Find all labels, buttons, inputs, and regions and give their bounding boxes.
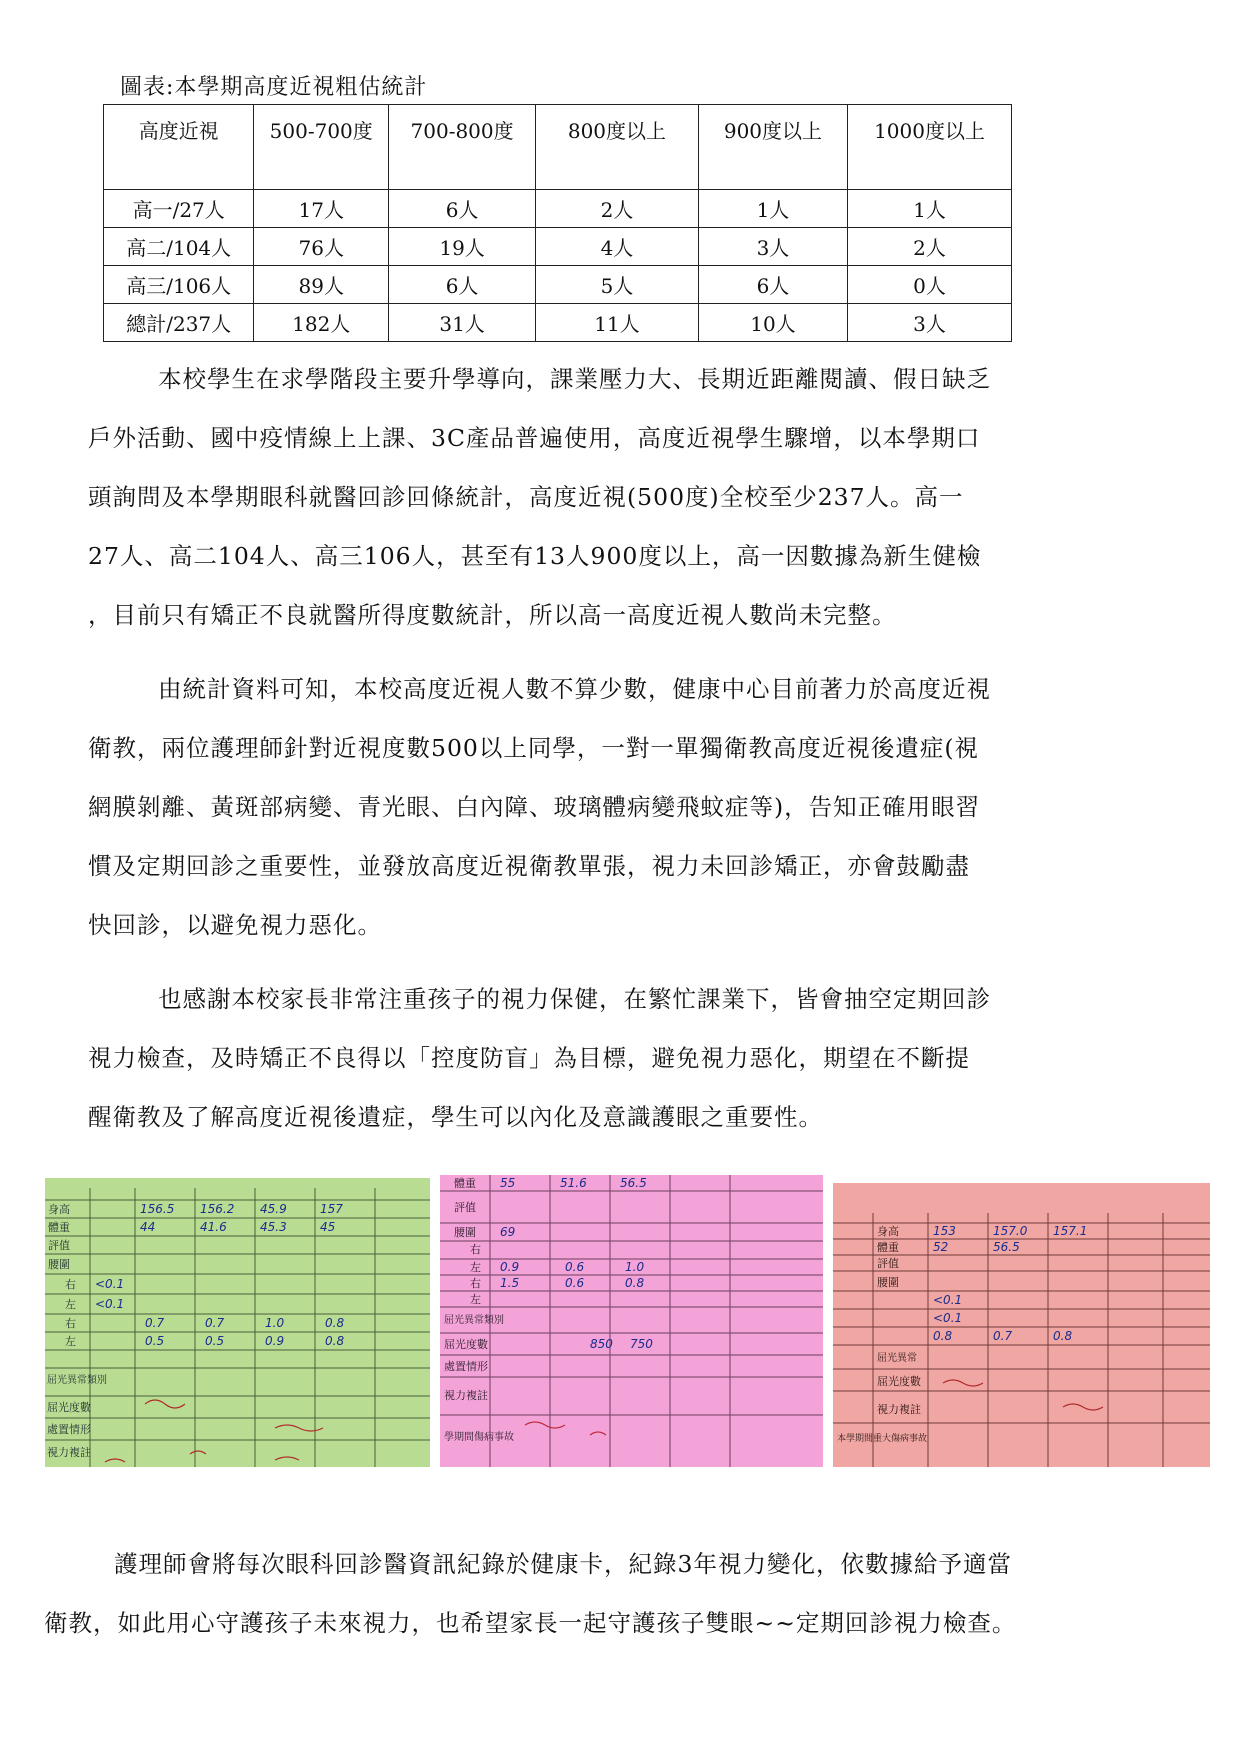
card-label: 屈光度數 bbox=[877, 1375, 921, 1388]
table-header-row bbox=[104, 105, 1012, 190]
card-label: 右 bbox=[65, 1278, 76, 1291]
handwritten-value: 1.0 bbox=[625, 1260, 645, 1274]
card-label: 屈光度數 bbox=[47, 1401, 91, 1414]
card-label: 體重 bbox=[48, 1221, 70, 1234]
card-label: 身高 bbox=[877, 1225, 899, 1238]
card-label: 屈光度數 bbox=[444, 1338, 488, 1351]
table-cell: 6人 bbox=[389, 266, 536, 304]
table-row bbox=[104, 228, 1012, 266]
handwritten-value: 0.8 bbox=[625, 1276, 645, 1290]
table-row bbox=[104, 190, 1012, 228]
handwritten-value: 0.9 bbox=[265, 1334, 285, 1348]
handwritten-value: 0.7 bbox=[205, 1316, 225, 1330]
handwritten-value: 0.8 bbox=[933, 1329, 953, 1343]
handwritten-value: 45 bbox=[320, 1220, 336, 1234]
health-card-photo-green bbox=[45, 1178, 430, 1467]
table-caption: 圖表:本學期高度近視粗估統計 bbox=[120, 75, 428, 100]
handwritten-value: 69 bbox=[500, 1225, 516, 1239]
header-cell: 高度近視 bbox=[104, 105, 254, 190]
myopia-stats-table bbox=[103, 104, 1012, 342]
paragraph-line: 本校學生在求學階段主要升學導向，課業壓力大、長期近距離閱讀、假日缺乏 bbox=[158, 365, 991, 393]
paragraph-line: ，目前只有矯正不良就醫所得度數統計，所以高一高度近視人數尚未完整。 bbox=[88, 601, 897, 629]
paragraph-line: 網膜剝離、黃斑部病變、青光眼、白內障、玻璃體病變飛蚊症等)，告知正確用眼習 bbox=[88, 793, 981, 821]
table-cell: 總計/237人 bbox=[104, 304, 254, 342]
handwritten-value: 0.5 bbox=[205, 1334, 225, 1348]
table-cell: 3人 bbox=[848, 304, 1012, 342]
handwritten-value: 52 bbox=[933, 1240, 949, 1254]
handwritten-value: 0.8 bbox=[325, 1334, 345, 1348]
handwritten-value: 41.6 bbox=[200, 1220, 227, 1234]
paragraph-line: 視力檢查，及時矯正不良得以「控度防盲」為目標，避免視力惡化，期望在不斷提 bbox=[88, 1044, 970, 1072]
handwritten-value: 0.6 bbox=[565, 1260, 585, 1274]
table-cell: 5人 bbox=[536, 266, 699, 304]
paragraph-line: 頭詢問及本學期眼科就醫回診回條統計，高度近視(500度)全校至少237人。高一 bbox=[88, 483, 964, 511]
handwritten-value: 750 bbox=[630, 1337, 653, 1351]
handwritten-value: 157 bbox=[320, 1202, 343, 1216]
paragraph-line: 也感謝本校家長非常注重孩子的視力保健，在繁忙課業下，皆會抽空定期回診 bbox=[158, 985, 991, 1013]
handwritten-value: 156.5 bbox=[140, 1202, 175, 1216]
paragraph-causes bbox=[88, 350, 1188, 645]
header-cell: 500-700度 bbox=[254, 105, 389, 190]
handwritten-value: <0.1 bbox=[95, 1277, 125, 1291]
handwritten-value: 0.8 bbox=[325, 1316, 345, 1330]
table-row bbox=[104, 266, 1012, 304]
card-label: 評值 bbox=[877, 1257, 899, 1270]
card-label: 左 bbox=[65, 1298, 76, 1311]
paragraph-line: 衛教，如此用心守護孩子未來視力，也希望家長一起守護孩子雙眼~~定期回診視力檢查。 bbox=[44, 1609, 1017, 1637]
card-label: 左 bbox=[470, 1261, 481, 1274]
table-cell: 高三/106人 bbox=[104, 266, 254, 304]
handwritten-value: 44 bbox=[140, 1220, 156, 1234]
card-label: 腰圍 bbox=[454, 1226, 476, 1239]
handwritten-value: 1.0 bbox=[265, 1316, 285, 1330]
card-label: 腰圍 bbox=[48, 1258, 70, 1271]
handwritten-value: <0.1 bbox=[95, 1297, 125, 1311]
handwritten-value: 0.7 bbox=[145, 1316, 165, 1330]
card-label: 右 bbox=[65, 1317, 76, 1330]
card-label: 左 bbox=[65, 1335, 76, 1348]
table-cell: 0人 bbox=[848, 266, 1012, 304]
card-label: 屈光異常 bbox=[877, 1353, 917, 1364]
paragraph-line: 戶外活動、國中疫情線上上課、3C產品普遍使用，高度近視學生驟增，以本學期口 bbox=[88, 424, 981, 452]
table-cell: 89人 bbox=[254, 266, 389, 304]
handwritten-value: 156.2 bbox=[200, 1202, 235, 1216]
table-cell: 4人 bbox=[536, 228, 699, 266]
handwritten-value: 0.6 bbox=[565, 1276, 585, 1290]
table-cell: 6人 bbox=[698, 266, 847, 304]
card-label: 身高 bbox=[48, 1203, 70, 1216]
handwritten-value: 0.8 bbox=[1053, 1329, 1073, 1343]
paragraph-education bbox=[88, 660, 1188, 955]
table-cell: 高一/27人 bbox=[104, 190, 254, 228]
card-label: 左 bbox=[470, 1293, 481, 1306]
card-label: 評值 bbox=[454, 1201, 476, 1214]
card-label: 屈光異常類別 bbox=[444, 1315, 504, 1326]
table-cell: 1人 bbox=[698, 190, 847, 228]
table-cell: 6人 bbox=[389, 190, 536, 228]
card-label: 腰圍 bbox=[877, 1276, 899, 1289]
handwritten-value: 45.3 bbox=[260, 1220, 287, 1234]
header-cell: 900度以上 bbox=[698, 105, 847, 190]
handwritten-value: 157.0 bbox=[993, 1224, 1028, 1238]
health-card-photo-salmon bbox=[833, 1183, 1210, 1467]
card-label: 右 bbox=[470, 1243, 481, 1256]
table-cell: 2人 bbox=[536, 190, 699, 228]
table-cell: 1人 bbox=[848, 190, 1012, 228]
handwritten-value: <0.1 bbox=[933, 1311, 963, 1325]
handwritten-value: 0.7 bbox=[993, 1329, 1013, 1343]
handwritten-value: 56.5 bbox=[993, 1240, 1020, 1254]
handwritten-value: 157.1 bbox=[1053, 1224, 1088, 1238]
card-label: 本學期間重大傷病事故 bbox=[837, 1434, 928, 1444]
card-label: 視力複註 bbox=[444, 1389, 488, 1402]
table-cell: 31人 bbox=[389, 304, 536, 342]
handwritten-value: 850 bbox=[590, 1337, 613, 1351]
paragraph-parents bbox=[88, 970, 1188, 1147]
handwritten-value: 153 bbox=[933, 1224, 956, 1238]
handwritten-value: 0.9 bbox=[500, 1260, 520, 1274]
handwritten-value: 1.5 bbox=[500, 1276, 520, 1290]
handwritten-value: 45.9 bbox=[260, 1202, 287, 1216]
paragraph-line: 由統計資料可知，本校高度近視人數不算少數，健康中心目前著力於高度近視 bbox=[158, 675, 991, 703]
table-cell: 3人 bbox=[698, 228, 847, 266]
header-cell: 700-800度 bbox=[389, 105, 536, 190]
paragraph-line: 慣及定期回診之重要性，並發放高度近視衛教單張，視力未回診矯正，亦會鼓勵盡 bbox=[88, 852, 970, 880]
card-label: 處置情形 bbox=[444, 1360, 488, 1373]
table-row bbox=[104, 304, 1012, 342]
card-label: 視力複註 bbox=[877, 1403, 921, 1416]
card-label: 處置情形 bbox=[47, 1423, 91, 1436]
card-label: 視力複註 bbox=[47, 1446, 91, 1459]
paragraph-line: 快回診，以避免視力惡化。 bbox=[88, 911, 382, 939]
paragraph-line: 護理師會將每次眼科回診醫資訊紀錄於健康卡，紀錄3年視力變化，依數據給予適當 bbox=[114, 1550, 1012, 1578]
table-cell: 76人 bbox=[254, 228, 389, 266]
header-cell: 800度以上 bbox=[536, 105, 699, 190]
table-cell: 2人 bbox=[848, 228, 1012, 266]
handwritten-value: 56.5 bbox=[620, 1176, 647, 1190]
handwritten-value: <0.1 bbox=[933, 1293, 963, 1307]
paragraph-line: 醒衛教及了解高度近視後遺症，學生可以內化及意識護眼之重要性。 bbox=[88, 1103, 823, 1131]
card-label: 評值 bbox=[48, 1239, 70, 1252]
health-card-photo-pink bbox=[440, 1175, 823, 1467]
card-label: 學期間傷病事故 bbox=[444, 1432, 514, 1443]
paragraph-closing bbox=[44, 1535, 1204, 1653]
table-cell: 17人 bbox=[254, 190, 389, 228]
handwritten-value: 55 bbox=[500, 1176, 516, 1190]
table-cell: 10人 bbox=[698, 304, 847, 342]
card-label: 體重 bbox=[454, 1177, 476, 1190]
header-cell: 1000度以上 bbox=[848, 105, 1012, 190]
handwritten-value: 0.5 bbox=[145, 1334, 165, 1348]
paragraph-line: 27人、高二104人、高三106人，甚至有13人900度以上，高一因數據為新生健檢 bbox=[88, 542, 982, 570]
table-cell: 高二/104人 bbox=[104, 228, 254, 266]
table-cell: 19人 bbox=[389, 228, 536, 266]
table-cell: 11人 bbox=[536, 304, 699, 342]
paragraph-line: 衛教，兩位護理師針對近視度數500以上同學，一對一單獨衛教高度近視後遺症(視 bbox=[88, 734, 980, 762]
card-label: 體重 bbox=[877, 1241, 899, 1254]
card-label: 屈光異常類別 bbox=[47, 1375, 107, 1386]
handwritten-value: 51.6 bbox=[560, 1176, 587, 1190]
table-cell: 182人 bbox=[254, 304, 389, 342]
card-label: 右 bbox=[470, 1277, 481, 1290]
